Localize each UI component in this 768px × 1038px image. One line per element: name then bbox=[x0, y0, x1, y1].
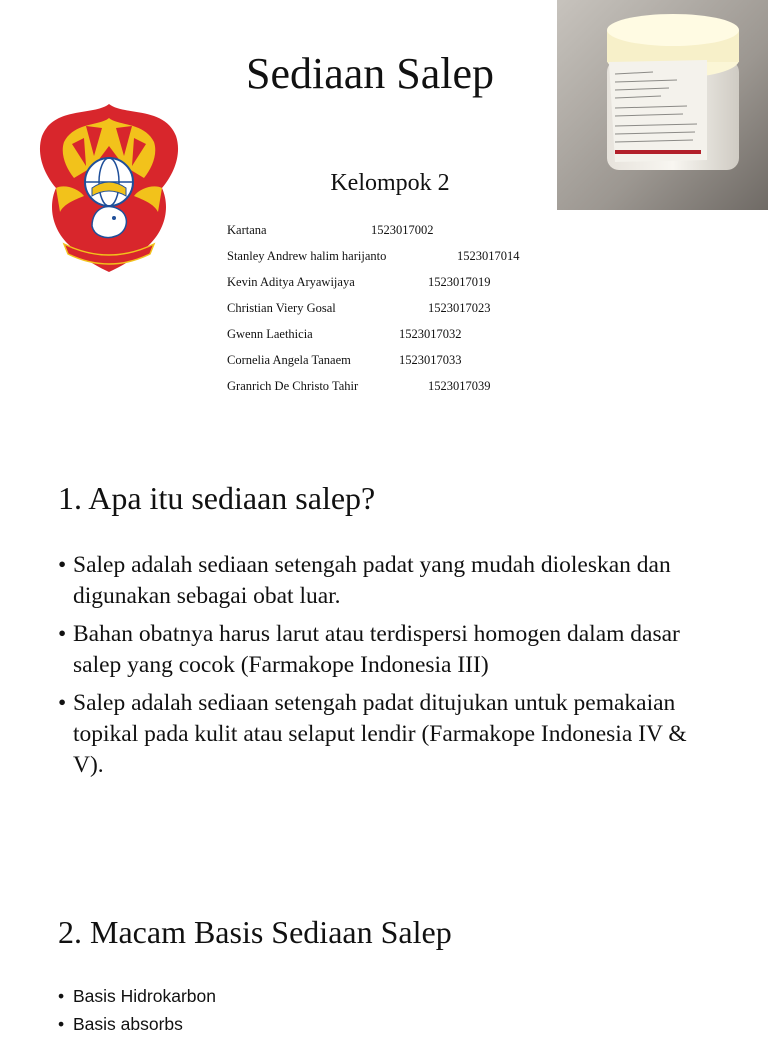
member-name: Cornelia Angela Tanaem bbox=[227, 353, 351, 367]
bullet-item: • Basis absorbs bbox=[58, 1010, 216, 1038]
bullet-list bbox=[58, 982, 216, 1038]
member-name: Kevin Aditya Aryawijaya bbox=[227, 275, 355, 289]
member-name: Christian Viery Gosal bbox=[227, 301, 336, 315]
member-id: 1523017033 bbox=[399, 353, 462, 367]
member-row bbox=[227, 298, 557, 324]
slide-title: Sediaan Salep bbox=[245, 49, 495, 98]
member-list bbox=[227, 220, 557, 402]
base-types-slide bbox=[0, 860, 768, 1034]
university-logo bbox=[34, 96, 184, 276]
bullet-item: • Salep adalah sediaan setengah padat yang mudah dioleskan dan digunakan sebagai obat luar. bbox=[58, 550, 708, 612]
slide-subtitle: Kelompok 2 bbox=[330, 170, 450, 196]
member-id: 1523017039 bbox=[428, 379, 491, 393]
bullet-list bbox=[58, 550, 708, 788]
bullet-item: • Bahan obatnya harus larut atau terdispersi homogen dalam dasar salep yang cocok (Farmakope Indonesia III) bbox=[58, 619, 708, 681]
member-name: Kartana bbox=[227, 223, 267, 237]
member-row bbox=[227, 272, 557, 298]
member-name: Granrich De Christo Tahir bbox=[227, 379, 359, 393]
member-row bbox=[227, 220, 557, 246]
slide-heading: 1. Apa itu sediaan salep? bbox=[58, 480, 376, 516]
bullet-item: • Basis Hidrokarbon bbox=[58, 982, 216, 1010]
member-name: Gwenn Laethicia bbox=[227, 327, 313, 341]
slide-heading: 2. Macam Basis Sediaan Salep bbox=[58, 914, 452, 950]
definition-slide bbox=[0, 420, 768, 860]
member-id: 1523017014 bbox=[457, 249, 520, 263]
member-row bbox=[227, 376, 557, 402]
member-name: Stanley Andrew halim harijanto bbox=[227, 249, 387, 263]
product-photo bbox=[557, 0, 768, 210]
member-id: 1523017032 bbox=[399, 327, 462, 341]
bullet-item: • Salep adalah sediaan setengah padat ditujukan untuk pemakaian topikal pada kulit atau selaput lendir (Farmakope Indonesia IV & V). bbox=[58, 688, 708, 781]
member-id: 1523017023 bbox=[428, 301, 491, 315]
member-row bbox=[227, 350, 557, 376]
member-id: 1523017019 bbox=[428, 275, 491, 289]
member-id: 1523017002 bbox=[371, 223, 434, 237]
member-row bbox=[227, 246, 557, 272]
title-slide bbox=[0, 0, 768, 420]
member-row bbox=[227, 324, 557, 350]
